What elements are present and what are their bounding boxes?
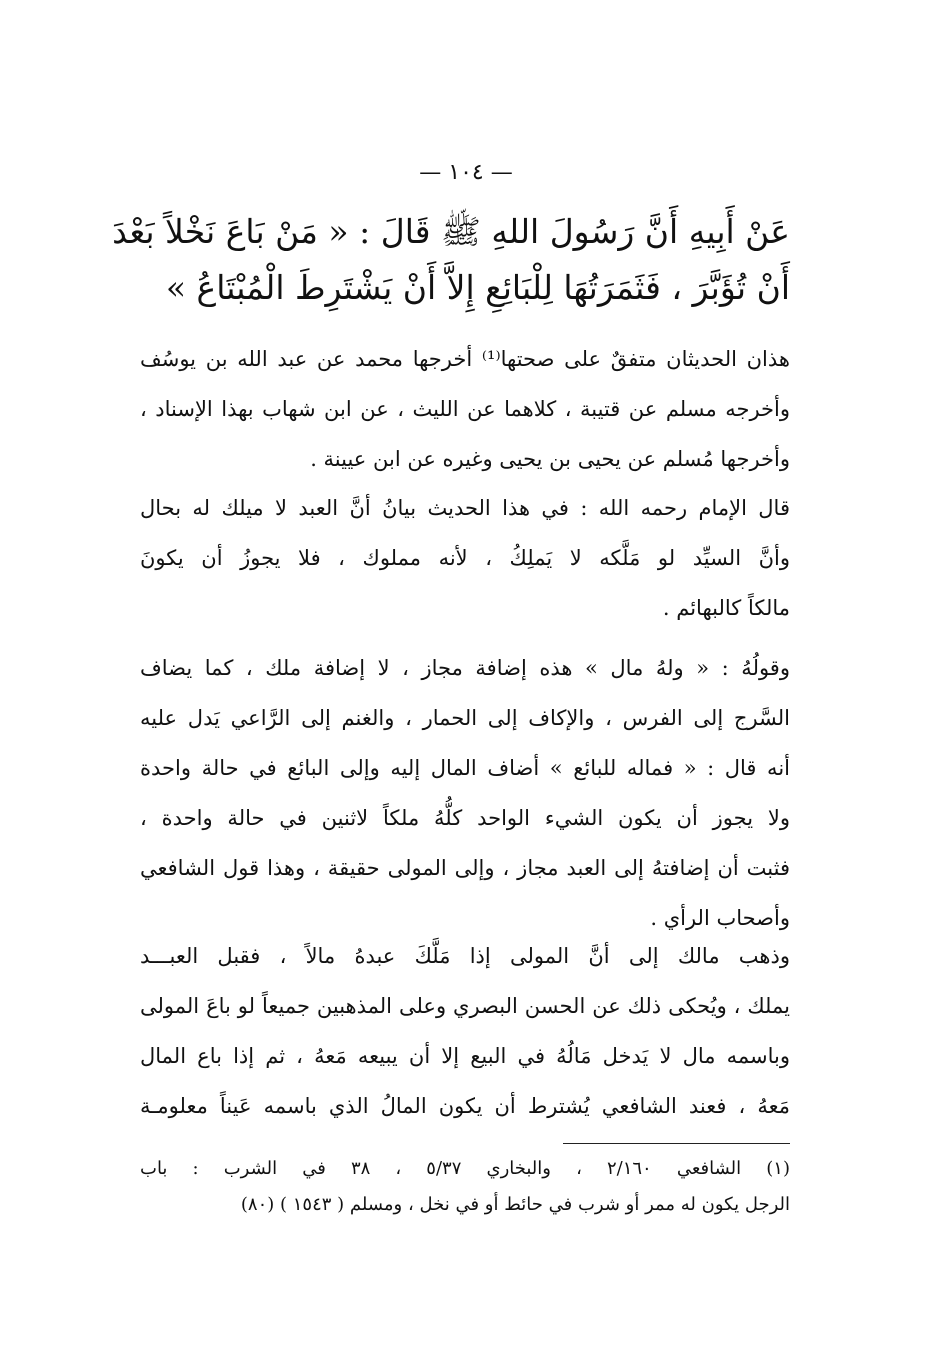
text-line: وأخرجه مسلم عن قتيبة ، كلاهما عن الليث ، عن ابن شهاب بهذا الإسناد ، <box>140 397 790 421</box>
hadith-text <box>112 212 790 324</box>
paragraph-idafa <box>140 656 790 956</box>
text-line: وذهب مالك إلى أنَّ المولى إذا مَلَّكَ عبدهُ مالاً ، فقبل العبـــد <box>140 944 790 968</box>
footnote-line: (١) الشافعي ٢/١٦٠ ، والبخاري ٥/٣٧ ، ٣٨ في الشرب : باب <box>140 1158 790 1179</box>
text-line: أنه قال : « فماله للبائع » أضاف المال إليه وإلى البائع في حالة واحدة <box>140 756 790 780</box>
text-line: السَّرج إلى الفرس ، والإكاف إلى الحمار ، والغنم إلى الرَّاعي يَدل عليه <box>140 706 790 730</box>
paragraph-malik <box>140 944 790 1144</box>
text-line: فثبت أن إضافتهُ إلى العبد مجاز ، وإلى المولى حقيقة ، وهذا قول الشافعي <box>140 856 790 880</box>
paragraph-takhrij <box>140 347 790 497</box>
hadith-line: عَنْ أَبِيهِ أَنَّ رَسُولَ اللهِ ﷺ قَالَ : « مَنْ بَاعَ نَخْلاً بَعْدَ <box>112 212 790 251</box>
text-line: مالكاً كالبهائم . <box>662 596 790 620</box>
text-line: وأنَّ السيِّد لو مَلَّكه لا يَملِكُ ، لأنه مملوك ، فلا يجوزُ أن يكونَ <box>140 546 790 570</box>
text-line: وأخرجها مُسلم عن يحيى بن يحيى وغيره عن ابن عيينة . <box>310 447 790 471</box>
text-line: قال الإمام رحمه الله : في هذا الحديث بيانُ أنَّ العبد لا ميلك له بحال <box>140 496 790 520</box>
text-line: يملك ، ويُحكى ذلك عن الحسن البصري وعلى المذهبين جميعاً لو باعَ المولى <box>140 994 790 1018</box>
text-line: وقولُهُ : « ولهُ مال » هذه إضافة مجاز ، لا إضافة ملك ، كما يضاف <box>140 656 790 680</box>
hadith-line: أَنْ تُؤَبَّرَ ، فَثَمَرَتُهَا لِلْبَائِعِ إِلاَّ أَنْ يَشْتَرِطَ الْمُبْتَاعُ » <box>165 268 790 307</box>
text-line: وأصحاب الرأي . <box>650 906 790 930</box>
text-line: وباسمه مال لا يَدخل مَالُهُ في البيع إلا أن يبيعه مَعهُ ، ثم إذا باع المال <box>140 1044 790 1068</box>
footnote-line: الرجل يكون له ممر أو شرب في حائط أو في نخل ، ومسلم ( ١٥٤٣ ) (٨٠) <box>240 1194 790 1215</box>
text-line: هذان الحديثان متفقٌ على صحتها⁽¹⁾ أخرجها محمد عن عبد الله بن يوسُف <box>140 347 790 371</box>
footnotes <box>140 1158 790 1230</box>
page-number: — ١٠٤ — <box>419 160 513 185</box>
footnote-separator <box>563 1143 790 1144</box>
text-line: مَعهُ ، فعند الشافعي يُشترط أن يكون المالُ الذي باسمه عَيناً معلومـة <box>140 1094 790 1118</box>
text-line: ولا يجوز أن يكون الشيء الواحد كلُّهُ ملكاً لاثنين في حالة واحدة ، <box>140 806 790 830</box>
paragraph-imam <box>140 496 790 646</box>
